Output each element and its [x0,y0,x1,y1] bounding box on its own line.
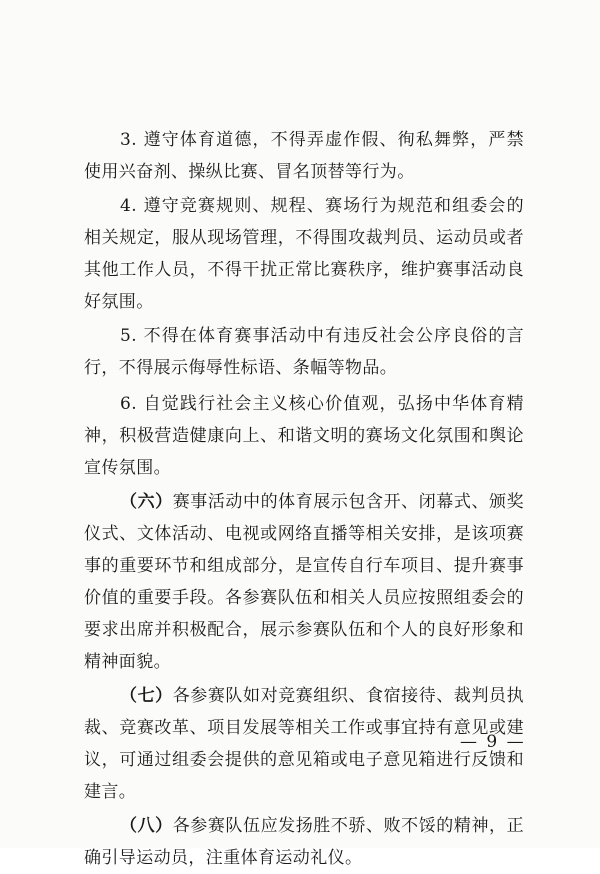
paragraph-rule-3 [84,124,524,188]
paragraph-section-7 [84,680,524,808]
paragraph-text: 各参赛队如对竞赛组织、食宿接待、裁判员执裁、竞赛改革、项目发展等相关工作或事宜持有意见或建议，可通过组委会提供的意见箱或电子意见箱进行反馈和建言。 [84,686,524,802]
paragraph-rule-4 [84,190,524,318]
document-body [84,124,524,874]
paragraph-lead: （七） [120,686,173,706]
paragraph-rule-5 [84,320,524,384]
paragraph-text: 3. 遵守体育道德，不得弄虚作假、徇私舞弊，严禁使用兴奋剂、操纵比赛、冒名顶替等行为。 [84,130,524,182]
paragraph-rule-6 [84,388,524,484]
page-number: — 9 — [460,732,526,752]
paragraph-lead: （六） [120,492,173,512]
paragraph-text: 6. 自觉践行社会主义核心价值观，弘扬中华体育精神，积极营造健康向上、和谐文明的赛场文化氛围和舆论宣传氛围。 [84,394,524,478]
paragraph-section-6 [84,486,524,678]
paragraph-lead: （八） [120,816,173,836]
paragraph-text: 赛事活动中的体育展示包含开、闭幕式、颁奖仪式、文体活动、电视或网络直播等相关安排，是该项赛事的重要环节和组成部分，是宣传自行车项目、提升赛事价值的重要手段。各参赛队伍和相关人员应按照组委会的要求出席并积极配合，展示参赛队伍和个人的良好形象和精神面貌。 [84,492,524,672]
paragraph-text: 4. 遵守竞赛规则、规程、赛场行为规范和组委会的相关规定，服从现场管理，不得围攻裁判员、运动员或者其他工作人员，不得干扰正常比赛秩序，维护赛事活动良好氛围。 [84,196,524,312]
paragraph-section-8 [84,810,524,874]
paragraph-text: 各参赛队伍应发扬胜不骄、败不馁的精神，正确引导运动员，注重体育运动礼仪。 [84,816,524,868]
paragraph-text: 5. 不得在体育赛事活动中有违反社会公序良俗的言行，不得展示侮辱性标语、条幅等物品。 [84,326,524,378]
